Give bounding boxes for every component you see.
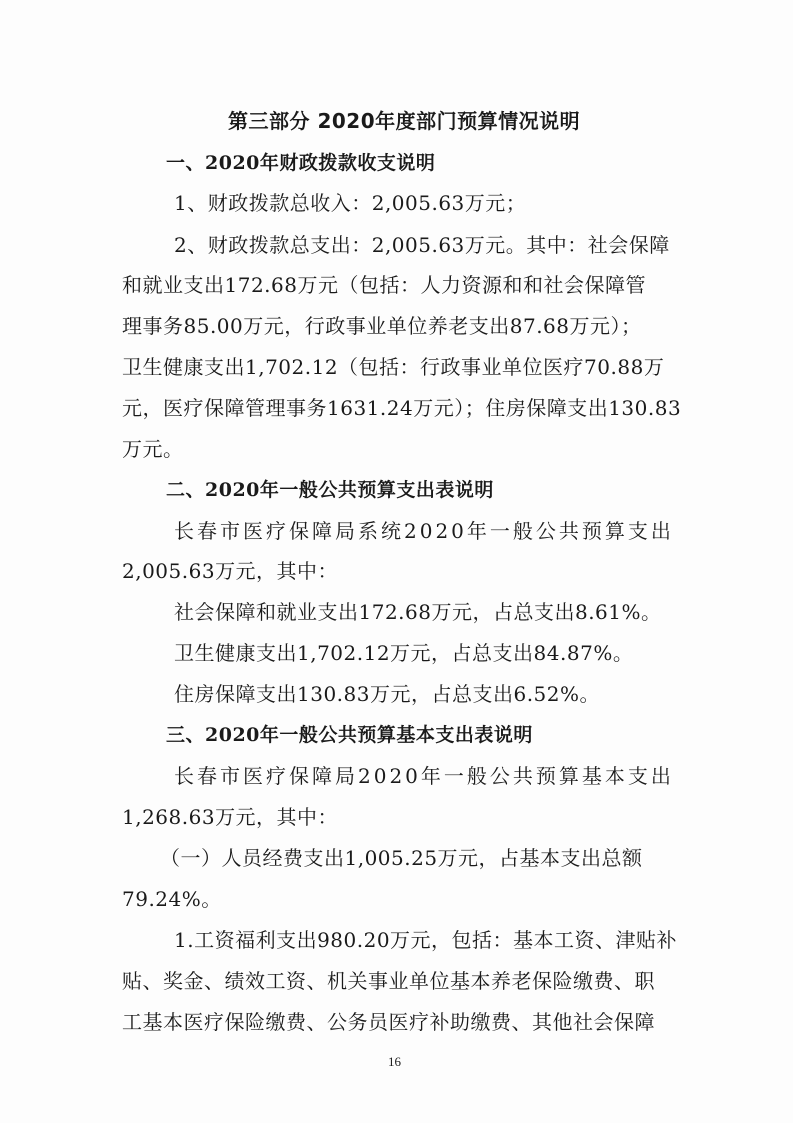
paragraph-line: 长春市医疗保障局2020年一般公共预算基本支出	[174, 764, 674, 788]
paragraph-line: 2、财政拨款总支出：2,005.63万元。其中：社会保障	[174, 233, 670, 257]
paragraph-line: 长春市医疗保障局系统2020年一般公共预算支出	[174, 519, 674, 543]
section-heading-2: 二、2020年一般公共预算支出表说明	[166, 479, 494, 501]
paragraph-line: 和就业支出172.68万元（包括：人力资源和和社会保障管	[122, 273, 646, 297]
section-heading-1: 一、2020年财政拨款收支说明	[166, 152, 436, 174]
page-title: 第三部分 2020年度部门预算情况说明	[228, 109, 581, 133]
paragraph-line: 理事务85.00万元，行政事业单位养老支出87.68万元）；	[122, 314, 642, 338]
paragraph-line: 万元。	[122, 437, 184, 461]
paragraph-line: 元，医疗保障管理事务1631.24万元）；住房保障支出130.83	[122, 396, 682, 420]
list-item: 卫生健康支出1,702.12万元，占总支出84.87%。	[174, 641, 634, 665]
paragraph-line: 工基本医疗保险缴费、公务员医疗补助缴费、其他社会保障	[122, 1010, 655, 1034]
paragraph-line: 1,268.63万元，其中：	[122, 805, 339, 829]
paragraph-line: 1、财政拨款总收入：2,005.63万元；	[174, 191, 527, 215]
paragraph-line: 卫生健康支出1,702.12（包括：行政事业单位医疗70.88万	[122, 355, 665, 379]
page-number: 16	[388, 1054, 401, 1069]
paragraph-line: （一）人员经费支出1,005.25万元，占基本支出总额	[160, 846, 643, 870]
paragraph-line: 贴、奖金、绩效工资、机关事业单位基本养老保险缴费、职	[122, 969, 655, 993]
paragraph-line: 79.24%。	[122, 887, 222, 911]
list-item: 社会保障和就业支出172.68万元，占总支出8.61%。	[174, 600, 662, 624]
list-item: 住房保障支出130.83万元，占总支出6.52%。	[174, 682, 601, 706]
section-heading-3: 三、2020年一般公共预算基本支出表说明	[166, 724, 533, 746]
paragraph-line: 1.工资福利支出980.20万元，包括：基本工资、津贴补	[174, 928, 678, 952]
paragraph-line: 2,005.63万元，其中：	[122, 559, 339, 583]
